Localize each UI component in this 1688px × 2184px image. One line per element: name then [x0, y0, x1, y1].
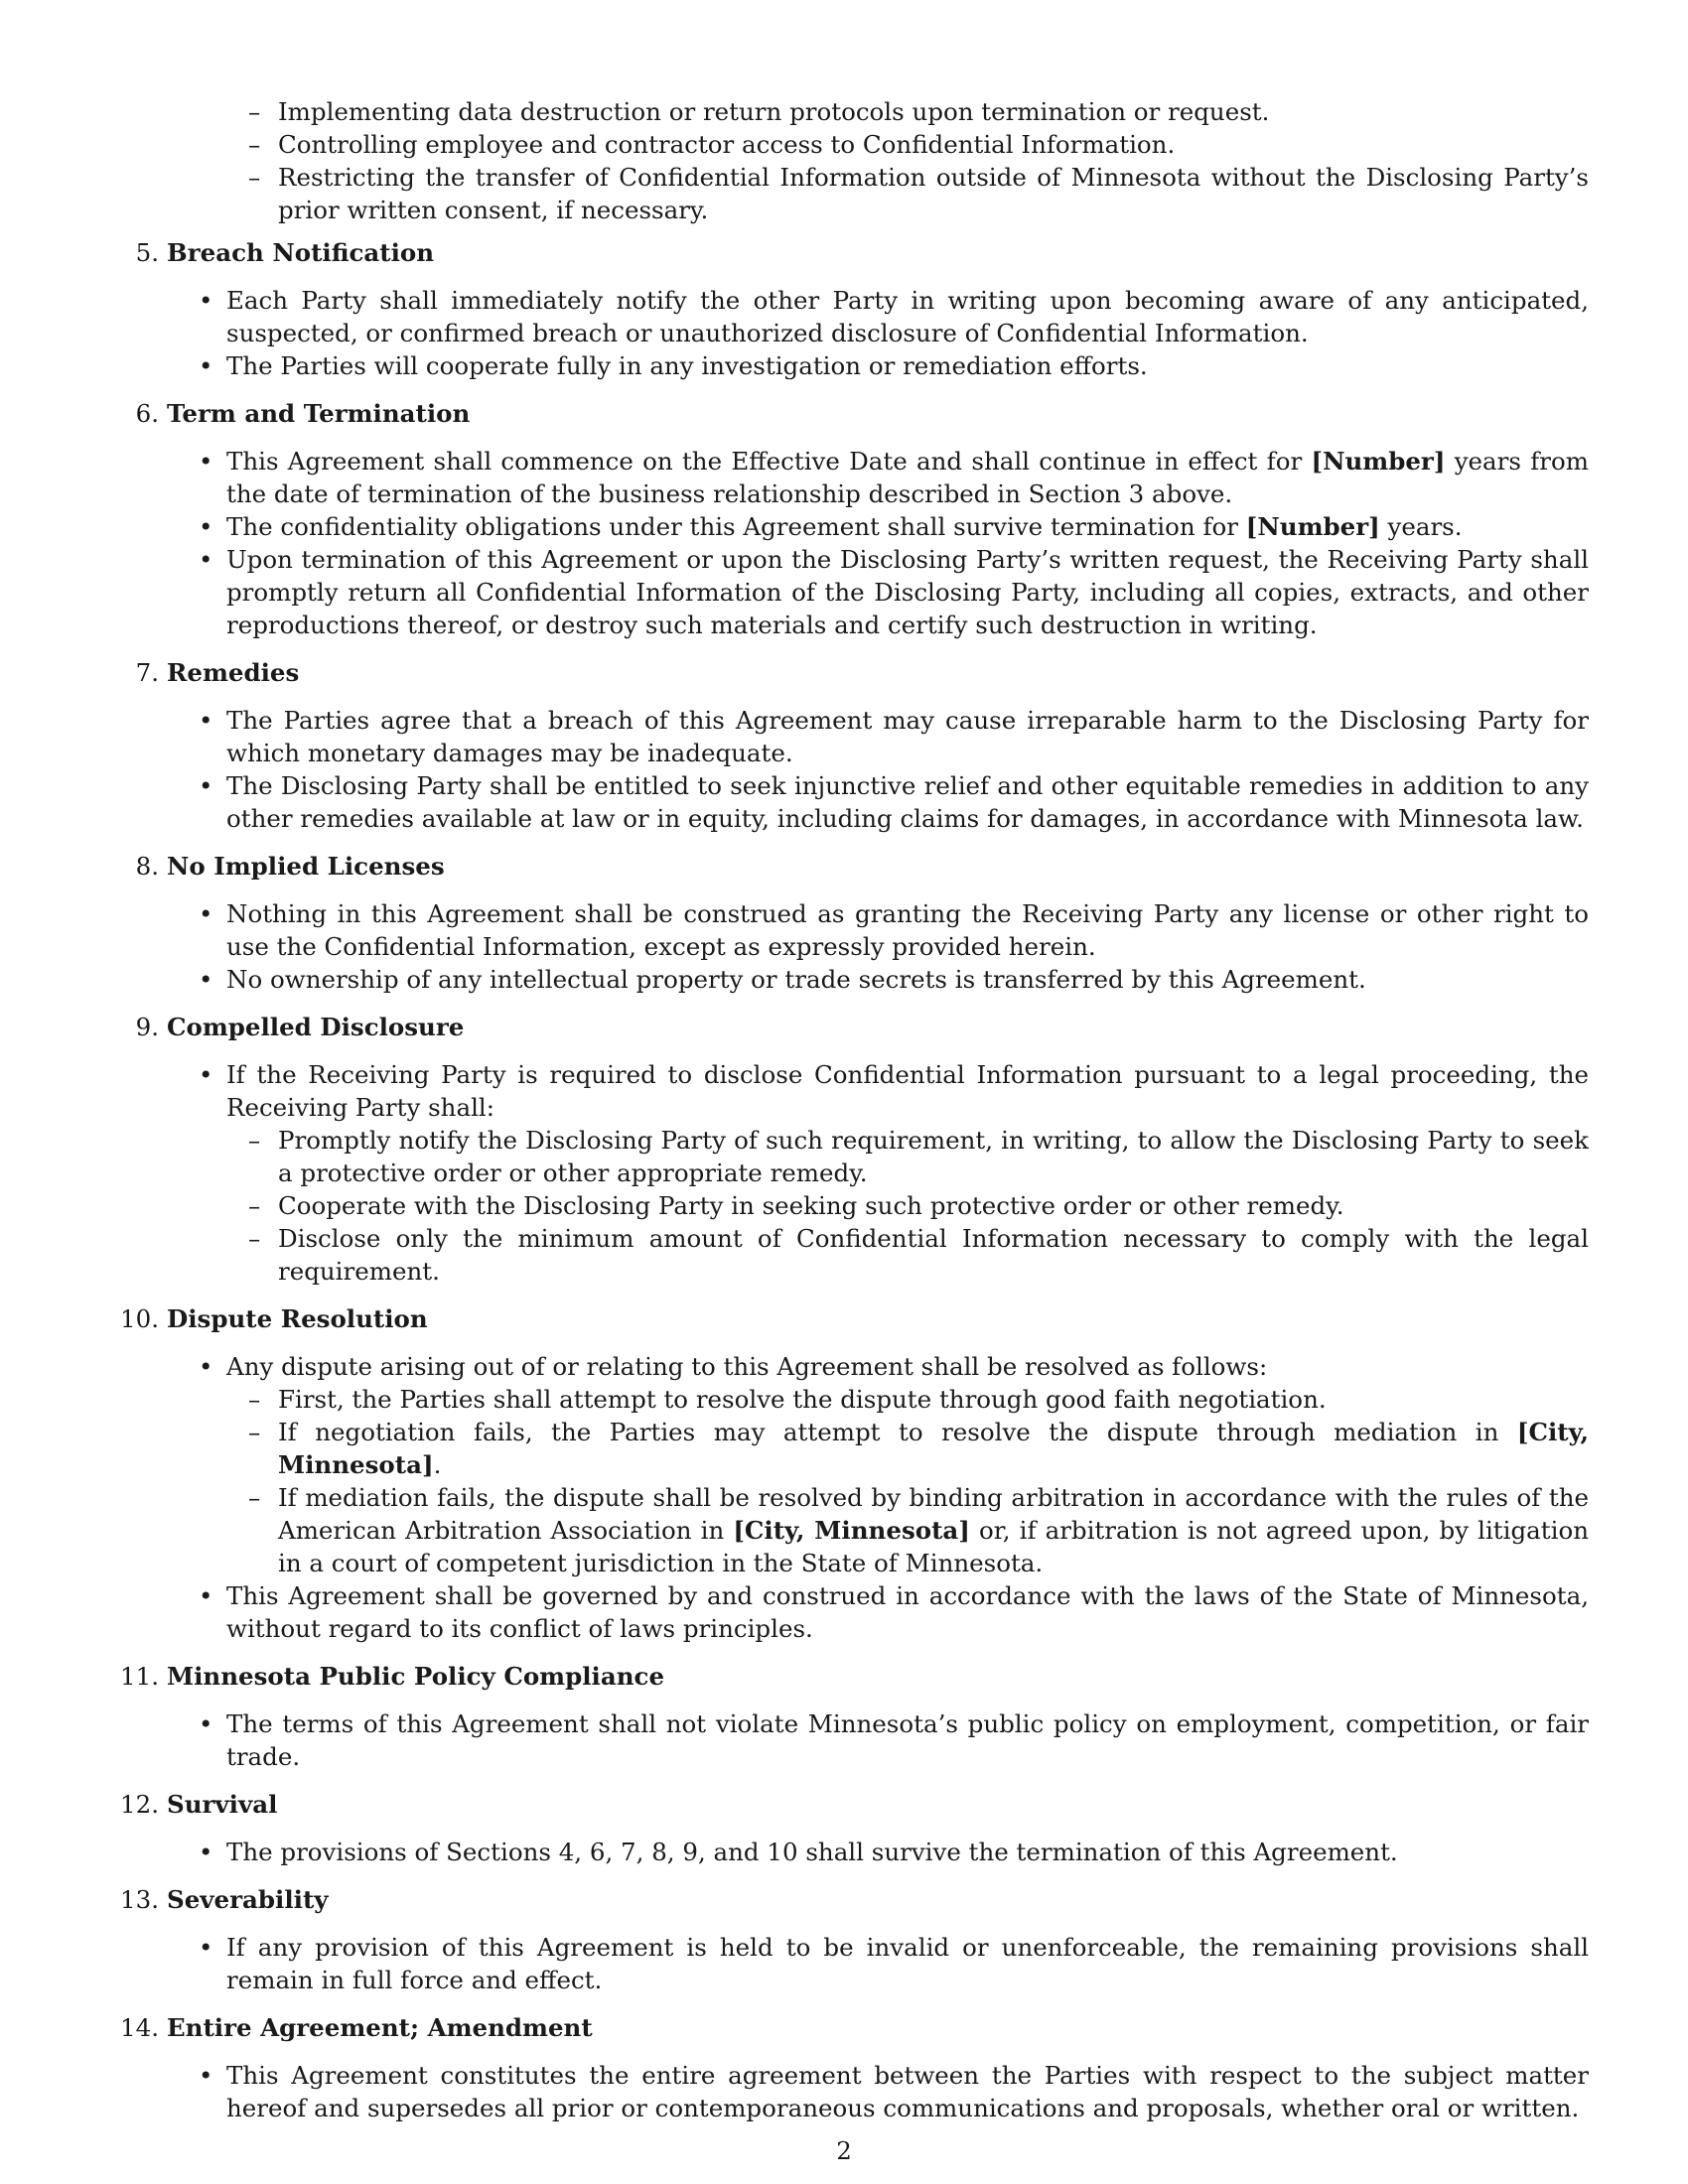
- page-number: 2: [836, 2136, 852, 2165]
- bullet-list: [119, 445, 1589, 641]
- list-item: • This Agreement shall be governed by and construed in accordance with the laws of the State of Minnesota, without regard to its conflict of laws principles.: [119, 1579, 1589, 1645]
- list-item: – Restricting the transfer of Confidential Information outside of Minnesota without the Disclosing Party’s prior written consent, if necessary.: [119, 161, 1589, 226]
- list-item: • Any dispute arising out of or relating to this Agreement shall be resolved as follows:: [119, 1350, 1589, 1383]
- section-title: Survival: [167, 1790, 278, 1819]
- dash-list: [119, 1383, 1589, 1579]
- section-title: Remedies: [167, 658, 300, 687]
- list-item: • This Agreement constitutes the entire agreement between the Parties with respect to the subject matter hereof and supersedes all prior or contemporaneous communications and proposals, whether oral or written.: [119, 2059, 1589, 2124]
- list-item: • Upon termination of this Agreement or upon the Disclosing Party’s written request, the Receiving Party shall promptly return all Confidential Information of the Disclosing Party, including all copies, extracts, and other reproductions thereof, or destroy such materials and certify such destruction in writing.: [119, 543, 1589, 641]
- section-no-implied-licenses: [119, 850, 1589, 996]
- section-number: 10.: [120, 1304, 159, 1333]
- section-title: No Implied Licenses: [167, 852, 445, 881]
- section-number: 8.: [135, 852, 159, 881]
- list-item: • No ownership of any intellectual property or trade secrets is transferred by this Agreement.: [119, 963, 1589, 996]
- text-run: or, if arbitration is not agreed upon, by litigation in a court of competent jurisdiction in the State of Minnesota.: [278, 1516, 1589, 1577]
- dash-list: [119, 1124, 1589, 1288]
- section-survival: [119, 1788, 1589, 1868]
- section-compelled-disclosure: [119, 1011, 1589, 1288]
- list-item: • The terms of this Agreement shall not violate Minnesota’s public policy on employment, competition, or fair trade.: [119, 1707, 1589, 1773]
- text-run: .: [433, 1450, 442, 1479]
- section-public-policy-compliance: [119, 1660, 1589, 1773]
- section-number: 11.: [120, 1662, 159, 1691]
- bullet-list: [119, 1579, 1589, 1645]
- section-number: 5.: [135, 238, 159, 267]
- section-number: 13.: [120, 1885, 159, 1914]
- list-item: • If the Receiving Party is required to disclose Confidential Information pursuant to a legal proceeding, the Receiving Party shall:: [119, 1058, 1589, 1124]
- bullet-list: [119, 897, 1589, 996]
- section-number: 6.: [135, 399, 159, 428]
- section-heading: [119, 656, 1589, 689]
- section-heading: [119, 850, 1589, 883]
- section-title: Breach Notification: [167, 238, 435, 267]
- list-item: – Disclose only the minimum amount of Confidential Information necessary to comply with the legal requirement.: [119, 1222, 1589, 1288]
- list-item: [119, 1481, 1589, 1579]
- list-item: – Cooperate with the Disclosing Party in seeking such protective order or other remedy.: [119, 1189, 1589, 1222]
- list-item: • The Parties will cooperate fully in any investigation or remediation efforts.: [119, 349, 1589, 382]
- list-item: • The Parties agree that a breach of this Agreement may cause irreparable harm to the Disclosing Party for which monetary damages may be inadequate.: [119, 704, 1589, 769]
- document-body: [119, 95, 1589, 2124]
- section-title: Entire Agreement; Amendment: [167, 2013, 593, 2042]
- text-run: If negotiation fails, the Parties may attempt to resolve the dispute through mediation in: [278, 1418, 1517, 1446]
- list-item: • The provisions of Sections 4, 6, 7, 8, 9, and 10 shall survive the termination of this Agreement.: [119, 1836, 1589, 1868]
- section-number: 12.: [120, 1790, 159, 1819]
- bullet-list: [119, 284, 1589, 382]
- placeholder-number: [Number]: [1245, 512, 1380, 541]
- bullet-list: [119, 1707, 1589, 1773]
- list-item: – First, the Parties shall attempt to resolve the dispute through good faith negotiation.: [119, 1383, 1589, 1416]
- section-title: Minnesota Public Policy Compliance: [167, 1662, 665, 1691]
- list-item: • Each Party shall immediately notify the other Party in writing upon becoming aware of any anticipated, suspected, or confirmed breach or unauthorized disclosure of Confidential Information.: [119, 284, 1589, 349]
- bullet-list: [119, 1836, 1589, 1868]
- list-item: – Promptly notify the Disclosing Party of such requirement, in writing, to allow the Disclosing Party to seek a protective order or other appropriate remedy.: [119, 1124, 1589, 1189]
- list-item: • If any provision of this Agreement is held to be invalid or unenforceable, the remaining provisions shall remain in full force and effect.: [119, 1931, 1589, 1996]
- text-run: This Agreement shall commence on the Effective Date and shall continue in effect for: [226, 447, 1312, 476]
- section-number: 9.: [135, 1013, 159, 1041]
- list-item: [119, 1416, 1589, 1481]
- section-heading: [119, 1883, 1589, 1916]
- list-item: [119, 445, 1589, 510]
- placeholder-city: [City, Minnesota]: [733, 1516, 970, 1545]
- bullet-list: [119, 1350, 1589, 1383]
- section-heading: [119, 2011, 1589, 2044]
- section-heading: [119, 1302, 1589, 1335]
- section-heading: [119, 236, 1589, 269]
- placeholder-city: [City, Minnesota]: [278, 1418, 1589, 1479]
- text-run: If mediation fails, the dispute shall be resolved by binding arbitration in accordance with the rules of the American Arbitration Association in: [278, 1483, 1589, 1545]
- section-dispute-resolution: [119, 1302, 1589, 1645]
- list-item: – Implementing data destruction or return protocols upon termination or request.: [119, 95, 1589, 128]
- text-run: The confidentiality obligations under this Agreement shall survive termination for: [226, 512, 1246, 541]
- section-title: Severability: [167, 1885, 329, 1914]
- bullet-list: [119, 2059, 1589, 2124]
- continued-dash-list: [119, 95, 1589, 226]
- section-number: 7.: [135, 658, 159, 687]
- section-remedies: [119, 656, 1589, 835]
- section-heading: [119, 1788, 1589, 1821]
- list-item: – Controlling employee and contractor access to Confidential Information.: [119, 128, 1589, 161]
- text-run: years.: [1379, 512, 1463, 541]
- bullet-list: [119, 1058, 1589, 1124]
- section-breach-notification: [119, 236, 1589, 382]
- section-heading: [119, 1660, 1589, 1693]
- section-number: 14.: [120, 2013, 159, 2042]
- section-title: Dispute Resolution: [167, 1304, 428, 1333]
- bullet-list: [119, 704, 1589, 835]
- list-item: • Nothing in this Agreement shall be construed as granting the Receiving Party any license or other right to use the Confidential Information, except as expressly provided herein.: [119, 897, 1589, 963]
- section-heading: [119, 1011, 1589, 1043]
- section-entire-agreement: [119, 2011, 1589, 2124]
- section-term-and-termination: [119, 397, 1589, 641]
- section-title: Term and Termination: [167, 399, 471, 428]
- placeholder-number: [Number]: [1311, 447, 1446, 476]
- bullet-list: [119, 1931, 1589, 1996]
- list-item: [119, 510, 1589, 543]
- list-item: • The Disclosing Party shall be entitled to seek injunctive relief and other equitable remedies in addition to any other remedies available at law or in equity, including claims for damages, in accordance with Minnesota law.: [119, 769, 1589, 835]
- text-run: years from the date of termination of the business relationship described in Section 3 above.: [226, 447, 1589, 508]
- section-severability: [119, 1883, 1589, 1996]
- section-title: Compelled Disclosure: [167, 1013, 465, 1041]
- section-heading: [119, 397, 1589, 430]
